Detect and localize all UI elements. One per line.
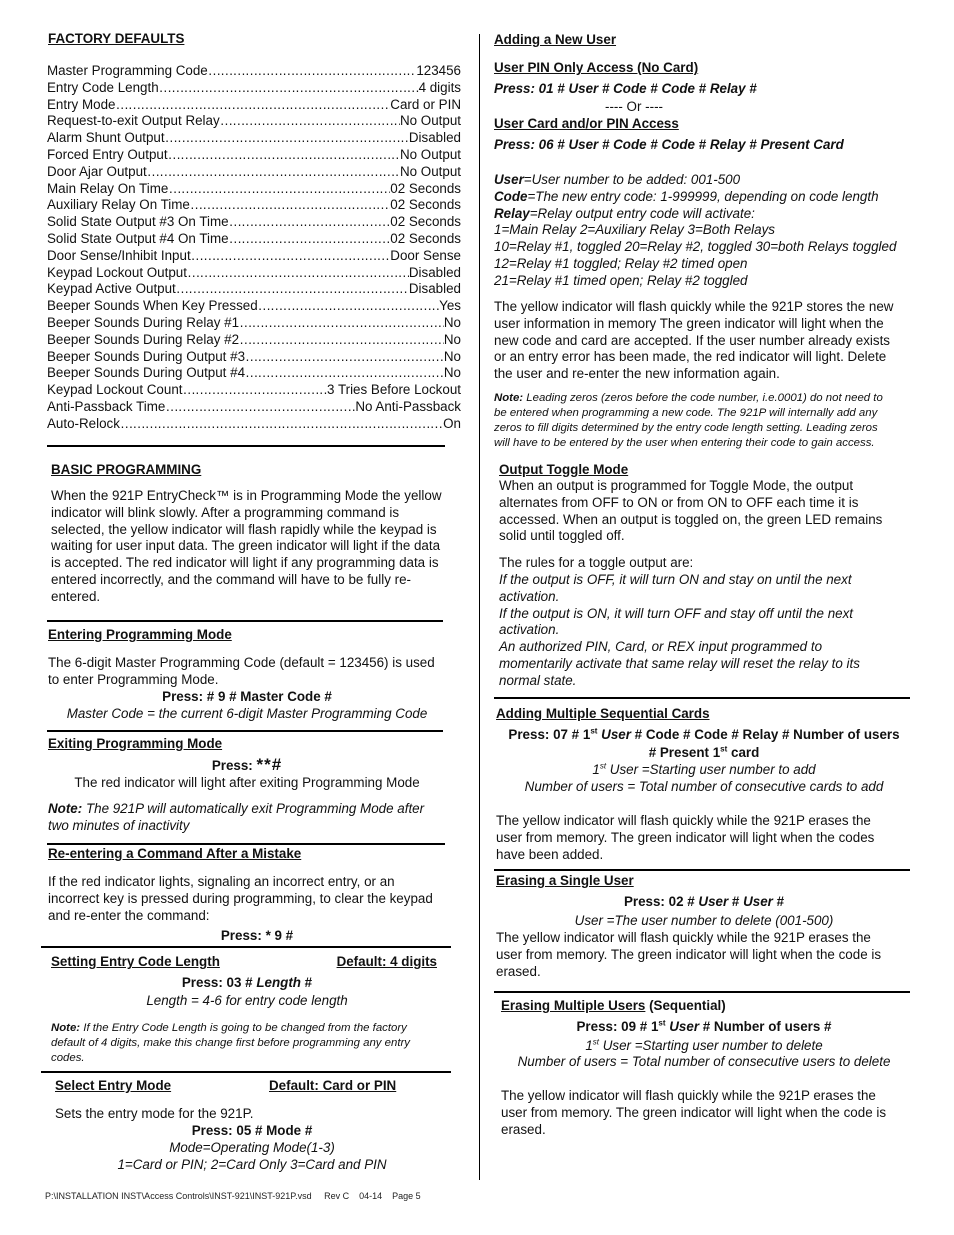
erase-single-title: Erasing a Single User	[496, 873, 634, 888]
dot-leader	[176, 281, 409, 298]
definition-desc: =Relay output entry code will activate:	[529, 205, 755, 221]
dot-leader	[165, 130, 409, 147]
multiple-cards-title: Adding Multiple Sequential Cards	[496, 706, 710, 721]
paragraph-line: solid until toggled off.	[499, 528, 625, 544]
press-text: # Code # Code # Relay # Number of users	[630, 727, 900, 742]
paragraph-line: When the 921P EntryCheck™ is in Programming Mode the yellow	[51, 488, 442, 503]
press-text: # Number of users #	[699, 1019, 832, 1034]
section-rule	[494, 991, 910, 993]
entry-mode-default: Default: Card or PIN	[269, 1078, 397, 1093]
dot-leader	[229, 214, 391, 231]
paragraph-line: If the red indicator lights, signaling an incorrect entry, or an	[48, 874, 395, 889]
erase-single-body	[496, 930, 926, 980]
desc-sup: st	[599, 761, 607, 771]
entry-code-length-header	[51, 954, 437, 971]
paragraph-line: erased.	[496, 963, 541, 979]
relay-line: 21=Relay #1 timed open; Relay #2 toggled	[494, 272, 748, 288]
rule-line: activation.	[499, 622, 560, 638]
paragraph-line: is accepted. The red indicator will light if any programming data is	[51, 555, 439, 571]
default-value: 02 Seconds	[390, 230, 461, 246]
paragraph-line: waiting for user input data. The green indicator will light if the data	[51, 538, 441, 554]
default-value: Yes	[439, 298, 461, 314]
column-divider	[479, 34, 480, 1180]
default-row	[47, 281, 461, 298]
paragraph-line: erased.	[501, 1121, 546, 1137]
default-row	[47, 416, 461, 433]
multiple-cards-desc-2: Number of users = Total number of consecutive cards to add	[524, 779, 884, 794]
erase-multiple-desc-1	[494, 1038, 914, 1055]
press-text: #	[772, 894, 785, 909]
erase-multiple-title-text: Erasing Multiple Users	[501, 998, 646, 1013]
default-row	[47, 365, 461, 382]
paragraph-line: user from memory. The green indicator will light when the codes	[496, 829, 875, 845]
default-value: No Anti-Passback	[355, 398, 461, 414]
default-value: No	[443, 314, 461, 330]
default-row	[47, 399, 461, 416]
press-sup: st	[720, 744, 728, 754]
exiting-mode-line: The red indicator will light after exiting Programming Mode	[74, 775, 420, 790]
press-user: User	[743, 894, 773, 909]
section-rule	[41, 1071, 451, 1073]
default-key: Door Sense/Inhibit Input	[47, 247, 191, 263]
multiple-cards-body	[496, 813, 926, 863]
default-row	[47, 130, 461, 147]
or-separator: ---- Or ----	[605, 99, 663, 114]
default-value: Disabled	[408, 281, 461, 297]
desc-text: User =Starting user number to add	[606, 762, 816, 777]
rule-line: activation.	[499, 588, 560, 604]
rule-line: normal state.	[499, 672, 577, 688]
default-row	[47, 214, 461, 231]
relay-line: 12=Relay #1 toggled; Relay #2 timed open	[494, 255, 748, 271]
default-value: 02 Seconds	[390, 180, 461, 196]
default-value: Disabled	[408, 130, 461, 146]
toggle-rules	[499, 572, 929, 690]
entry-mode-header	[55, 1078, 425, 1095]
paragraph-line: The 6-digit Master Programming Code (default = 123456) is used	[48, 655, 435, 670]
default-key: Alarm Shunt Output	[47, 130, 165, 146]
default-key: Auxiliary Relay On Time	[47, 197, 190, 213]
default-row	[47, 349, 461, 366]
paragraph-line: new code and card are accepted. If the user number already exists	[494, 332, 890, 348]
section-rule	[47, 843, 445, 845]
note-line: will have to be entered by the user when entering their code to gain access.	[494, 437, 875, 449]
note-line: If the Entry Code Length is going to be changed from the factory	[80, 1022, 407, 1034]
rule-line: If the output is OFF, it will turn ON and stay on until the next	[499, 572, 852, 587]
pin-access-press: Press: 01 # User # Code # Code # Relay #	[494, 81, 757, 96]
definition-term: Code	[494, 188, 528, 204]
basic-programming-title: BASIC PROGRAMMING	[51, 462, 202, 477]
default-row	[47, 332, 461, 349]
default-key: Auto-Relock	[47, 415, 120, 431]
dot-leader	[239, 332, 444, 349]
definition-desc: =The new entry code: 1-999999, depending on code length	[527, 188, 879, 204]
entering-mode-press: Press: # 9 # Master Code #	[162, 689, 332, 704]
erase-multiple-title-suffix: (Sequential)	[645, 998, 726, 1013]
paragraph-line: the user and re-enter the new information again.	[494, 366, 780, 382]
note-line: be entered when programming a new code. The 921P will internally add any	[494, 407, 878, 419]
paragraph-line: accessed. When an output is toggled on, the green LED remains	[499, 511, 883, 527]
basic-programming-text	[51, 488, 471, 606]
note-label: Note:	[494, 392, 524, 404]
dot-leader	[229, 231, 391, 248]
paragraph-line: user from memory. The green indicator will light when the code is	[496, 946, 882, 962]
default-key: Solid State Output #4 On Time	[47, 230, 229, 246]
section-rule	[47, 730, 443, 732]
default-row	[47, 181, 461, 198]
adding-user-title: Adding a New User	[494, 32, 617, 47]
dot-leader	[183, 382, 328, 399]
entry-code-length-note	[51, 1021, 471, 1066]
press-user: User	[597, 727, 631, 742]
dot-leader	[190, 197, 390, 214]
default-value: No	[443, 348, 461, 364]
dot-leader	[187, 265, 409, 282]
erase-single-press	[494, 894, 914, 911]
definition-desc: =User number to be added: 001-500	[523, 172, 741, 187]
exiting-mode-title: Exiting Programming Mode	[48, 736, 223, 751]
entry-code-length-default: Default: 4 digits	[336, 954, 437, 969]
default-key: Beeper Sounds During Output #3	[47, 348, 246, 364]
entering-mode-text	[48, 655, 468, 689]
erase-multiple-press	[494, 1019, 914, 1036]
default-key: Entry Code Length	[47, 79, 159, 95]
definition-row	[494, 206, 934, 223]
dot-leader	[239, 315, 444, 332]
default-value: No Output	[399, 113, 461, 129]
dot-leader	[147, 164, 400, 181]
dot-leader	[168, 147, 400, 164]
exiting-note-line: The 921P will automatically exit Programming Mode after	[82, 801, 425, 816]
card-access-title: User Card and/or PIN Access	[494, 116, 679, 131]
default-key: Beeper Sounds During Relay #1	[47, 314, 240, 330]
press-sup: st	[658, 1018, 666, 1028]
exiting-note-line: two minutes of inactivity	[48, 817, 190, 833]
default-key: Keypad Lockout Count	[47, 382, 183, 398]
default-value: No	[443, 331, 461, 347]
desc-sup: st	[592, 1037, 599, 1047]
paragraph-line: incorrect key is pressed during programming, to clear the keypad	[48, 890, 433, 906]
default-value: 02 Seconds	[390, 214, 461, 230]
press-text: Press: 03 #	[181, 975, 257, 990]
entering-mode-note: Master Code = the current 6-digit Master Programming Code	[66, 706, 428, 721]
section-rule	[494, 697, 910, 699]
definition-row	[494, 189, 934, 206]
entry-code-length-title: Setting Entry Code Length	[51, 954, 220, 969]
default-row	[47, 164, 461, 181]
dot-leader	[208, 63, 417, 80]
entry-mode-title: Select Entry Mode	[55, 1078, 172, 1093]
paragraph-line: have been added.	[496, 846, 604, 862]
default-value: On	[443, 415, 461, 431]
card-access-press: Press: 06 # User # Code # Code # Relay # Present Card	[494, 137, 844, 152]
default-key: Beeper Sounds When Key Pressed	[47, 298, 258, 314]
press-text: Press: 02 #	[623, 894, 699, 909]
default-value: Card or PIN	[390, 96, 461, 112]
reentering-press	[47, 928, 467, 945]
default-key: Solid State Output #3 On Time	[47, 214, 229, 230]
default-row	[47, 382, 461, 399]
press-length: Length	[256, 975, 301, 990]
toggle-mode-text	[499, 478, 929, 545]
reentering-press-label: Press:	[220, 928, 262, 943]
entry-code-length-press	[47, 975, 447, 992]
press-text: # Present 1	[648, 745, 721, 760]
default-row	[47, 80, 461, 97]
default-key: Request-to-exit Output Relay	[47, 113, 220, 129]
exiting-press-keys: **#	[256, 755, 283, 774]
entry-mode-press: Press: 05 # Mode #	[191, 1123, 313, 1138]
default-row	[47, 298, 461, 315]
note-line: codes.	[51, 1052, 85, 1064]
rule-line: If the output is ON, it will turn OFF and stay off until the next	[499, 605, 854, 621]
paragraph-line: When an output is programmed for Toggle Mode, the output	[499, 478, 854, 493]
default-row	[47, 197, 461, 214]
default-row	[47, 113, 461, 130]
default-key: Anti-Passback Time	[47, 398, 166, 414]
paragraph-line: The yellow indicator will flash quickly while the 921P erases the	[496, 813, 871, 828]
press-user: User	[698, 894, 729, 909]
note-label: Note:	[51, 1022, 81, 1034]
entry-code-length-desc: Length = 4-6 for entry code length	[146, 993, 348, 1008]
entry-mode-desc2: 1=Card or PIN; 2=Card Only 3=Card and PIN	[117, 1157, 387, 1172]
dot-leader	[258, 298, 439, 315]
default-row	[47, 315, 461, 332]
toggle-mode-title: Output Toggle Mode	[499, 462, 629, 477]
relay-line: 1=Main Relay 2=Auxiliary Relay 3=Both Relays	[494, 222, 775, 238]
paragraph-line: entered.	[51, 588, 101, 604]
default-value: 4 digits	[418, 79, 461, 95]
default-row	[47, 97, 461, 114]
relay-line: 10=Relay #1, toggled 20=Relay #2, toggled 30=both Relays toggled	[494, 239, 897, 255]
erase-single-desc: User =The user number to delete (001-500)	[574, 913, 834, 928]
erase-multiple-title	[501, 998, 726, 1015]
exiting-press-label: Press:	[211, 758, 253, 773]
press-text: #	[300, 975, 313, 990]
dot-leader	[159, 80, 419, 97]
rule-line: momentarily activate that same relay will reset the relay to its	[499, 655, 860, 671]
default-value: 02 Seconds	[390, 197, 461, 213]
default-value: No Output	[399, 163, 461, 179]
press-text: Press: 07 # 1	[508, 727, 591, 742]
note-line: default of 4 digits, make this change first before programming any entry	[51, 1037, 410, 1049]
entry-mode-line: Sets the entry mode for the 921P.	[55, 1106, 254, 1121]
paragraph-line: alternates from OFF to ON or from ON to OFF each time it is	[499, 494, 859, 510]
default-key: Keypad Lockout Output	[47, 264, 187, 280]
paragraph-line: The yellow indicator will flash quickly while the 921P erases the	[501, 1088, 876, 1103]
erase-multiple-body	[501, 1088, 931, 1138]
default-key: Main Relay On Time	[47, 180, 169, 196]
paragraph-line: selected, the yellow indicator will flash rapidly while the keypad is	[51, 521, 437, 537]
desc-text: 1	[592, 762, 600, 777]
multiple-cards-press-1	[494, 727, 914, 744]
section-rule	[41, 946, 451, 948]
default-key: Forced Entry Output	[47, 146, 168, 162]
press-sup: st	[590, 726, 598, 736]
paragraph-line: The yellow indicator will flash quickly while the 921P stores the new	[494, 299, 894, 314]
adding-user-note	[494, 391, 934, 451]
adding-user-body	[494, 299, 934, 383]
dot-leader	[245, 349, 444, 366]
default-key: Beeper Sounds During Output #4	[47, 365, 246, 381]
dot-leader	[165, 399, 355, 416]
note-text: Leading zeros (zeros before the code number, i.e.0001) do not need to	[523, 392, 883, 404]
dot-leader	[115, 97, 390, 114]
default-row	[47, 265, 461, 282]
page-footer: P:\INSTALLATION INST\Access Controls\INST-921\INST-921P.vsd Rev C 04-14 Page 5	[45, 1191, 421, 1201]
factory-defaults-list	[47, 63, 461, 433]
default-row	[47, 248, 461, 265]
press-text: #	[728, 894, 744, 909]
default-key: Entry Mode	[47, 96, 116, 112]
reentering-press-keys: * 9 #	[265, 928, 294, 943]
entry-mode-desc1: Mode=Operating Mode(1-3)	[169, 1140, 335, 1155]
default-value: Door Sense	[390, 247, 461, 263]
paragraph-line: user information in memory The green indicator will light when the	[494, 315, 884, 331]
default-key: Keypad Active Output	[47, 281, 176, 297]
toggle-rules-intro: The rules for a toggle output are:	[499, 555, 694, 570]
desc-text: 1	[585, 1038, 593, 1053]
paragraph-line: and re-enter the command:	[48, 907, 210, 923]
definition-row	[494, 172, 934, 189]
press-text: Press: 09 # 1	[576, 1019, 659, 1034]
desc-text: User =Starting user number to delete	[599, 1038, 823, 1053]
default-key: Beeper Sounds During Relay #2	[47, 331, 240, 347]
default-row	[47, 147, 461, 164]
default-value: 123456	[416, 63, 461, 78]
default-value: 3 Tries Before Lockout	[327, 382, 461, 398]
paragraph-line: entered incorrectly, and the command will have to be fully re-	[51, 571, 411, 587]
pin-access-title: User PIN Only Access (No Card)	[494, 60, 699, 75]
paragraph-line: The yellow indicator will flash quickly while the 921P erases the	[496, 930, 871, 945]
exiting-mode-press	[47, 757, 447, 775]
default-value: Disabled	[408, 264, 461, 280]
section-rule	[47, 620, 443, 622]
dot-leader	[120, 416, 443, 433]
erase-multiple-desc-2: Number of users = Total number of consecutive users to delete	[517, 1054, 891, 1069]
default-key: Master Programming Code	[47, 63, 208, 78]
exiting-mode-note	[48, 801, 468, 835]
dot-leader	[191, 248, 391, 265]
paragraph-line: or an entry error has been made, the red indicator will light. Delete	[494, 349, 887, 365]
reentering-title: Re-entering a Command After a Mistake	[48, 846, 302, 861]
note-line	[494, 391, 934, 406]
paragraph-line: indicator will blink slowly. After a programming command is	[51, 504, 400, 520]
reentering-text	[48, 874, 468, 924]
multiple-cards-press-2	[494, 745, 914, 762]
entering-mode-title: Entering Programming Mode	[48, 627, 232, 642]
section-rule	[494, 869, 910, 871]
definition-term: User	[494, 172, 524, 187]
section-rule	[47, 445, 445, 447]
multiple-cards-desc-1	[494, 762, 914, 779]
paragraph-line: user from memory. The green indicator will light when the code is	[501, 1104, 887, 1120]
dot-leader	[245, 365, 444, 382]
default-key: Door Ajar Output	[47, 163, 147, 179]
default-value: No Output	[399, 146, 461, 162]
note-line: zeros to fill digits determined by the entry code length setting. Leading zeros	[494, 422, 878, 434]
factory-defaults-title: FACTORY DEFAULTS	[48, 31, 185, 46]
definition-term: Relay	[494, 205, 530, 221]
default-row	[47, 63, 461, 80]
press-user: User	[665, 1019, 700, 1034]
default-value: No	[443, 365, 461, 381]
dot-leader	[220, 113, 400, 130]
adding-user-definitions	[494, 172, 934, 290]
dot-leader	[168, 181, 390, 198]
press-text: card	[727, 745, 760, 760]
default-row	[47, 231, 461, 248]
paragraph-line: to enter Programming Mode.	[48, 671, 219, 687]
exiting-note-label: Note:	[48, 801, 83, 816]
rule-line: An authorized PIN, Card, or REX input programmed to	[499, 639, 823, 655]
